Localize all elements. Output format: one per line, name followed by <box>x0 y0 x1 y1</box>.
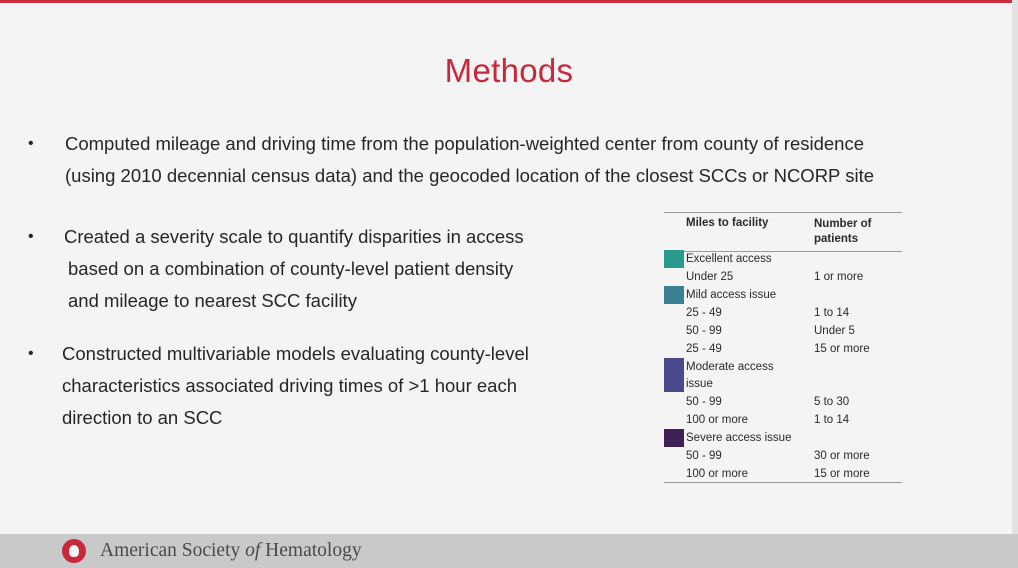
legend-category: Severe access issue <box>686 432 792 444</box>
bullet-item-3 <box>28 338 608 434</box>
header-patients: Number of patients <box>814 218 872 245</box>
footer-bar <box>0 534 1018 568</box>
legend-row: 100 or more 1 to 14 <box>686 414 850 426</box>
severity-legend <box>664 212 902 484</box>
bullet-text: Created a severity scale to quantify disparities in access based on a combination of county-level patient density and mileage to nearest SCC facility <box>64 226 524 311</box>
bullet-glyph: • <box>28 228 34 245</box>
legend-row: 50 - 99 Under 5 <box>686 325 855 337</box>
top-accent-rule <box>0 0 1018 3</box>
legend-row: 50 - 99 30 or more <box>686 450 870 462</box>
legend-row: 100 or more 15 or more <box>686 468 870 480</box>
legend-category: Moderate access <box>686 361 774 373</box>
legend-category: Excellent access <box>686 253 772 265</box>
bullet-item-2 <box>28 221 608 317</box>
legend-category-cont: issue <box>686 378 713 390</box>
organization-name: American Society of Hematology <box>100 540 362 561</box>
legend-bottom-rule <box>664 482 902 483</box>
bullet-text: Constructed multivariable models evaluating county-level characteristics associated driving times of >1 hour each direction to an SCC <box>62 343 529 428</box>
header-miles: Miles to facility <box>686 217 769 229</box>
bullet-text: Computed mileage and driving time from the population-weighted center from county of residence (using 2010 decennial census data) and the geocoded location of the closest SCCs or NCORP site <box>65 133 874 186</box>
slide-title: Methods <box>444 52 574 89</box>
ash-logo-drop <box>69 545 79 557</box>
bullet-item-1 <box>28 128 988 192</box>
legend-row: 50 - 99 5 to 30 <box>686 396 850 408</box>
legend-row: 25 - 49 15 or more <box>686 343 870 355</box>
legend-row: 25 - 49 1 to 14 <box>686 307 850 319</box>
legend-header <box>664 212 902 252</box>
bullet-glyph: • <box>28 135 34 152</box>
legend-category: Mild access issue <box>686 289 777 301</box>
legend-row: Under 25 1 or more <box>686 271 864 283</box>
bullet-glyph: • <box>28 345 34 362</box>
